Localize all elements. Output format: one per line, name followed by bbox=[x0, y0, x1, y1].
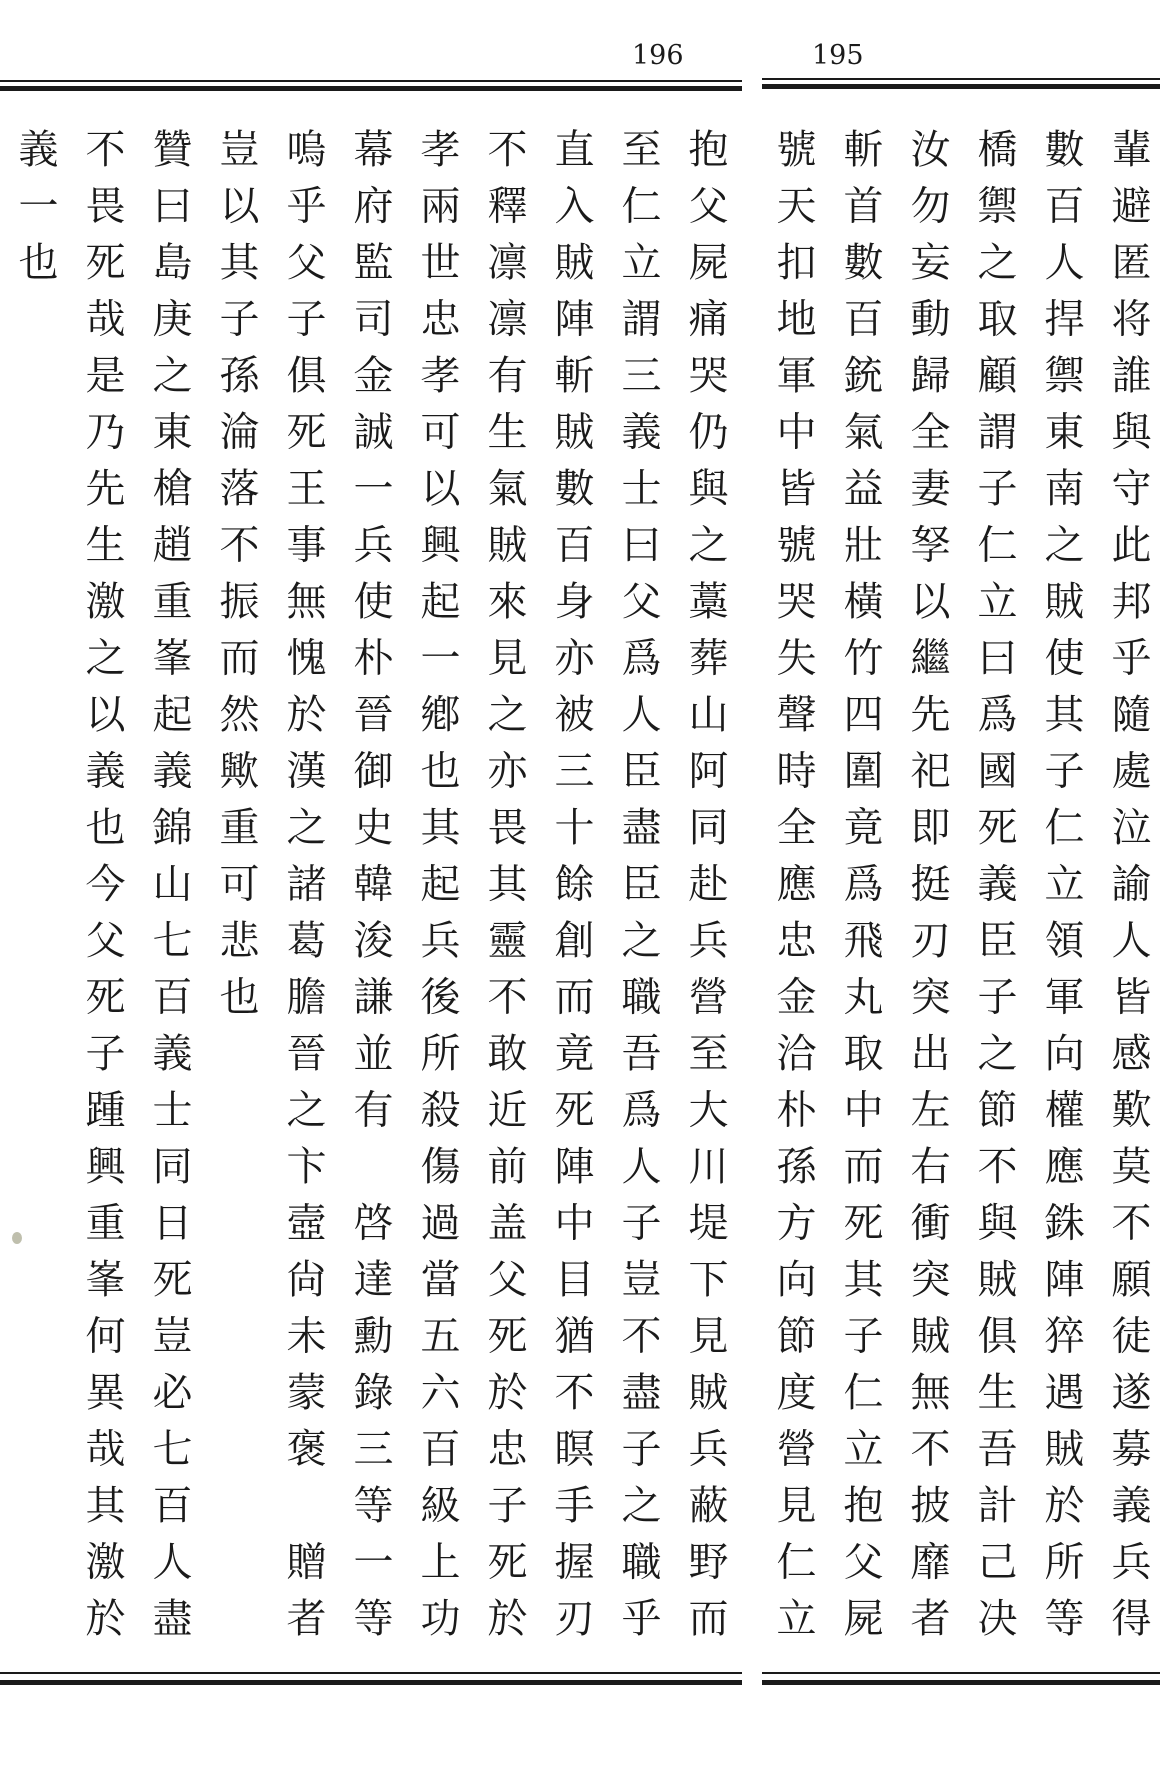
text-column: 不畏死哉是乃先生激之以義也今父死子踵興重峯何異哉其激於 bbox=[79, 128, 125, 1654]
text-column: 抱父屍痛哭仍與之藁葬山阿同赴兵營至大川堤下見賊兵蔽野而 bbox=[682, 128, 728, 1654]
text-column: 輩避匿将誰與守此邦乎隨處泣諭人皆感歎莫不願徒遂募義兵得 bbox=[1105, 128, 1151, 1654]
right-page bbox=[762, 0, 1160, 1765]
top-rule-thin-right bbox=[762, 78, 1160, 80]
text-column: 幕府監司金誠一兵使朴晉御史韓浚謙並有 啓達勳錄三等一等 bbox=[347, 128, 393, 1654]
text-column: 義一也 bbox=[12, 128, 58, 298]
text-column: 贊曰島庚之東槍趙重峯起義錦山七百義士同日死豈必七百人盡 bbox=[146, 128, 192, 1654]
text-column: 不釋凛凛有生氣賊來見之亦畏其靈不敢近前盖父死於忠子死於 bbox=[481, 128, 527, 1654]
text-column: 孝兩世忠孝可以興起一鄕也其起兵後所殺傷過當五六百級上功 bbox=[414, 128, 460, 1654]
text-column: 數百人捍禦東南之賊使其子仁立領軍向權應銖陣猝遇賊於所等 bbox=[1038, 128, 1084, 1654]
bottom-rule-thick-left bbox=[0, 1680, 742, 1685]
top-rule-thick-left bbox=[0, 86, 742, 91]
text-column: 直入賊陣斬賊數百身亦被三十餘創而竟死陣中目猶不瞑手握刃 bbox=[548, 128, 594, 1654]
right-text-block bbox=[761, 128, 1160, 1668]
ink-spot bbox=[12, 1232, 22, 1244]
text-column: 至仁立謂三義士曰父爲人臣盡臣之職吾爲人子豈不盡子之職乎 bbox=[615, 128, 661, 1654]
text-column: 汝勿妄動歸全妻孥以繼先祀即挺刃突出左右衝突賊無不披靡者 bbox=[904, 128, 950, 1654]
text-column: 橋禦之取顧謂子仁立曰爲國死義臣子之節不與賊俱生吾計己决 bbox=[971, 128, 1017, 1654]
bottom-rule-thin-left bbox=[0, 1672, 742, 1674]
text-column: 嗚乎父子俱死王事無愧於漢之諸葛膽晉之卞壼尙未蒙褒 贈者 bbox=[280, 128, 326, 1654]
text-column: 號天扣地軍中皆號哭失聲時全應忠金洽朴孫方向節度營見仁立 bbox=[770, 128, 816, 1654]
page-number-left: 196 bbox=[632, 40, 684, 71]
text-column: 豈以其子孫淪落不振而然歟重可悲也 bbox=[213, 128, 259, 1032]
bottom-rule-thick-right bbox=[762, 1680, 1160, 1685]
left-text-block bbox=[8, 128, 738, 1668]
top-rule-thick-right bbox=[762, 84, 1160, 89]
page-number-right: 195 bbox=[812, 40, 864, 71]
top-rule-thin-left bbox=[0, 80, 742, 82]
bottom-rule-thin-right bbox=[762, 1672, 1160, 1674]
text-column: 斬首數百銃氣益壯橫竹四圍竟爲飛丸取中而死其子仁立抱父屍 bbox=[837, 128, 883, 1654]
